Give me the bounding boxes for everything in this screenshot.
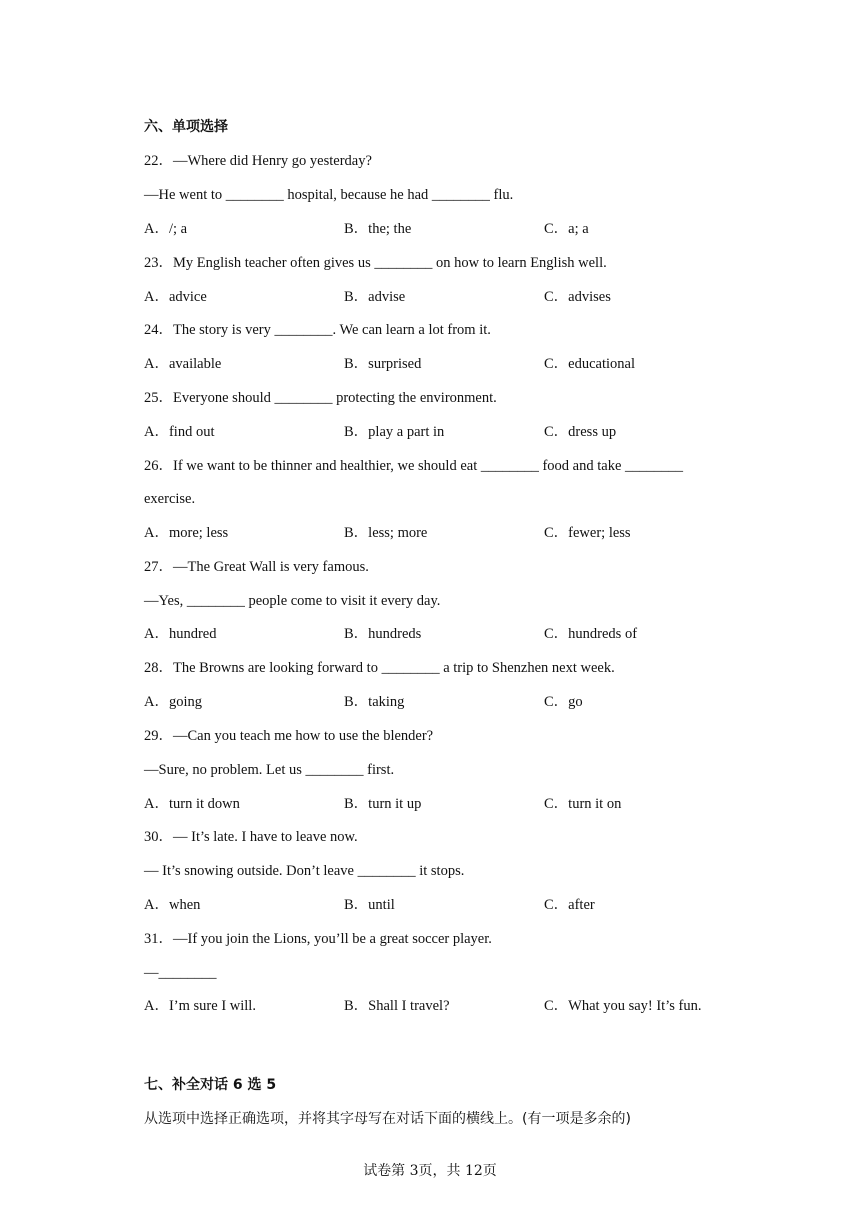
question-25-option-b: B．play a part in xyxy=(344,424,445,440)
question-31-option-b: B．Shall I travel? xyxy=(344,998,450,1014)
question-22-option-b: B．the; the xyxy=(344,221,412,237)
question-29-line-2: —Sure, no problem. Let us ________ first. xyxy=(144,762,395,778)
question-23-line-1: 23．My English teacher often gives us ________ on how to learn English well. xyxy=(144,255,607,271)
question-31-option-a: A．I’m sure I will. xyxy=(144,998,256,1014)
question-24-line-1: 24．The story is very ________. We can learn a lot from it. xyxy=(144,322,491,338)
question-25-line-1: 25．Everyone should ________ protecting the environment. xyxy=(144,390,497,406)
question-26-line-2: exercise. xyxy=(144,491,196,507)
question-28-option-c: C．go xyxy=(544,694,583,710)
section-7-instruction: 从选项中选择正确选项，并将其字母写在对话下面的横线上。(有一项是多余的) xyxy=(144,1111,631,1127)
question-29-option-a: A．turn it down xyxy=(144,796,240,812)
question-30-option-c: C．after xyxy=(544,897,595,913)
question-27-line-1: 27．—The Great Wall is very famous. xyxy=(144,559,369,575)
question-29-option-b: B．turn it up xyxy=(344,796,422,812)
question-29-option-c: C．turn it on xyxy=(544,796,622,812)
question-26-line-1: 26．If we want to be thinner and healthier, we should eat ________ food and take ________ xyxy=(144,458,684,474)
question-22-option-c: C．a; a xyxy=(544,221,589,237)
section-7-title: 七、补全对话 6 选 5 xyxy=(144,1077,277,1093)
question-30-option-b: B．until xyxy=(344,897,395,913)
question-23-option-a: A．advice xyxy=(144,289,207,305)
question-24-option-b: B．surprised xyxy=(344,356,422,372)
question-30-line-1: 30．— It’s late. I have to leave now. xyxy=(144,829,358,845)
question-28-line-1: 28．The Browns are looking forward to ________ a trip to Shenzhen next week. xyxy=(144,660,615,676)
question-29-line-1: 29．—Can you teach me how to use the blender? xyxy=(144,728,434,744)
question-27-option-a: A．hundred xyxy=(144,626,217,642)
question-27-line-2: —Yes, ________ people come to visit it every day. xyxy=(144,593,441,609)
question-31-line-2: —________ xyxy=(144,965,217,981)
question-22-line-1: 22．—Where did Henry go yesterday? xyxy=(144,153,372,169)
section-6-title: 六、单项选择 xyxy=(144,119,228,135)
page-footer: 试卷第 3页，共 12页 xyxy=(363,1163,497,1179)
question-26-option-b: B．less; more xyxy=(344,525,428,541)
question-26-option-c: C．fewer; less xyxy=(544,525,631,541)
question-31-option-c: C．What you say! It’s fun. xyxy=(544,998,702,1014)
question-27-option-b: B．hundreds xyxy=(344,626,422,642)
question-22-line-2: —He went to ________ hospital, because he had ________ flu. xyxy=(144,187,514,203)
question-28-option-a: A．going xyxy=(144,694,202,710)
question-23-option-b: B．advise xyxy=(344,289,406,305)
question-30-option-a: A．when xyxy=(144,897,201,913)
question-25-option-c: C．dress up xyxy=(544,424,617,440)
question-26-option-a: A．more; less xyxy=(144,525,229,541)
question-23-option-c: C．advises xyxy=(544,289,611,305)
question-27-option-c: C．hundreds of xyxy=(544,626,638,642)
question-24-option-a: A．available xyxy=(144,356,222,372)
question-22-option-a: A．/; a xyxy=(144,221,188,237)
question-24-option-c: C．educational xyxy=(544,356,636,372)
question-30-line-2: — It’s snowing outside. Don’t leave ________ it stops. xyxy=(144,863,465,879)
question-25-option-a: A．find out xyxy=(144,424,215,440)
question-28-option-b: B．taking xyxy=(344,694,405,710)
question-31-line-1: 31．—If you join the Lions, you’ll be a great soccer player. xyxy=(144,931,492,947)
